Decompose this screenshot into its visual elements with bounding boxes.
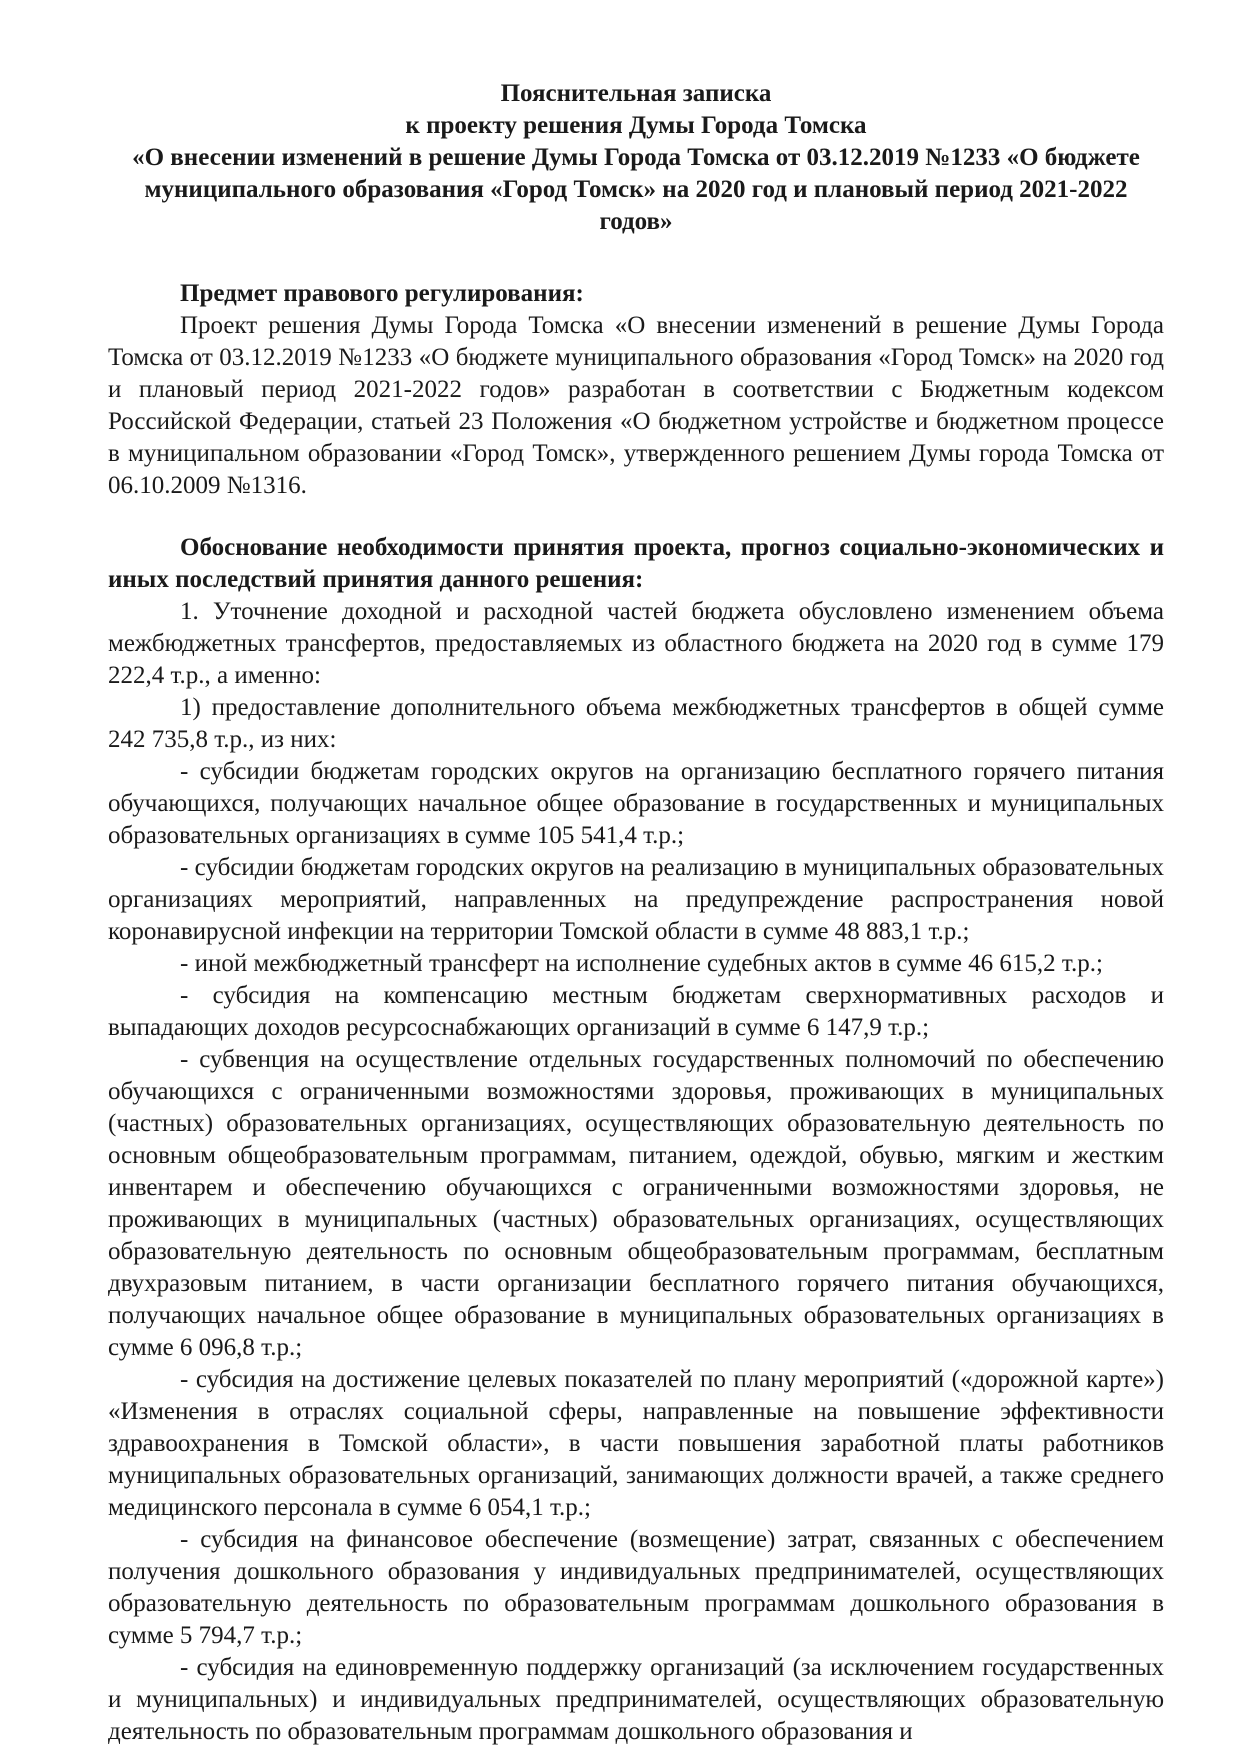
list-item-subsidy-preschool-entrepreneurs: - субсидия на финансовое обеспечение (возмещение) затрат, связанных с обеспечением получения дошкольного образования у индивидуальных предпринимателей, осуществляющих образовательную деятельность по образовательным программам дошкольного образования в сумме 5 794,7 т.р.;: [108, 1526, 1164, 1649]
paragraph-1: 1. Уточнение доходной и расходной частей бюджета обусловлено изменением объема межбюджетных трансфертов, предоставляемых из областного бюджета на 2020 год в сумме 179 222,4 т.р., а именно:: [108, 598, 1164, 689]
section-heading-justification: Обоснование необходимости принятия проекта, прогноз социально-экономических и иных последствий принятия данного решения:: [108, 534, 1164, 593]
list-item-subsidy-coronavirus: - субсидии бюджетам городских округов на реализацию в муниципальных образовательных организациях мероприятий, направленных на предупреждение распространения новой коронавирусной инфекции на территории Томской области в сумме 48 883,1 т.р.;: [108, 854, 1164, 945]
document-title: [108, 78, 1164, 238]
list-item-subsidy-one-time-support: - субсидия на единовременную поддержку организаций (за исключением государственных и муниципальных) и индивидуальных предпринимателей, осуществляющих образовательную деятельность по образовательным программам дошкольного образования и: [108, 1654, 1164, 1745]
title-line-3: «О внесении изменений в решение Думы Города Томска от 03.12.2019 №1233 «О бюджете муниципального образования «Город Томск» на 2020 год и плановый период 2021-2022 годов»: [132, 144, 1140, 235]
section-heading-subject: Предмет правового регулирования:: [180, 280, 584, 307]
title-line-1: Пояснительная записка: [500, 80, 772, 107]
list-item-subvention-disabilities: - субвенция на осуществление отдельных государственных полномочий по обеспечению обучающихся с ограниченными возможностями здоровья, проживающих в муниципальных (частных) образовательных организациях, осуществляющих образовательную деятельность по основным общеобразовательным программам, питанием, одеждой, обувью, мягким и жестким инвентарем и обеспечению обучающихся с ограниченными возможностями здоровья, не проживающих в муниципальных (частных) образовательных организациях, осуществляющих образовательную деятельность по основным общеобразовательным программам, бесплатным двухразовым питанием, в части организации бесплатного горячего питания обучающихся, получающих начальное общее образование в муниципальных образовательных организациях в сумме 6 096,8 т.р.;: [108, 1046, 1164, 1361]
document-page: [108, 78, 1164, 1748]
paragraph-2: 1) предоставление дополнительного объема межбюджетных трансфертов в общей сумме 242 735,8 т.р., из них:: [108, 694, 1164, 753]
section-gap: [108, 502, 1164, 532]
list-item-subsidy-hot-meals: - субсидии бюджетам городских округов на организацию бесплатного горячего питания обучающихся, получающих начальное общее образование в государственных и муниципальных образовательных организациях в сумме 105 541,4 т.р.;: [108, 758, 1164, 849]
list-item-transfer-court-acts: - иной межбюджетный трансферт на исполнение судебных актов в сумме 46 615,2 т.р.;: [180, 950, 1103, 977]
title-line-2: к проекту решения Думы Города Томска: [405, 112, 867, 139]
subject-paragraph: Проект решения Думы Города Томска «О внесении изменений в решение Думы Города Томска от 03.12.2019 №1233 «О бюджете муниципального образования «Город Томск» на 2020 год и плановый период 2021-2022 годов» разработан в соответствии с Бюджетным кодексом Российской Федерации, статьей 23 Положения «О бюджетном устройстве и бюджетном процессе в муниципальном образовании «Город Томск», утвержденного решением Думы города Томска от 06.10.2009 №1316.: [108, 312, 1164, 499]
list-item-subsidy-healthcare-salaries: - субсидия на достижение целевых показателей по плану мероприятий («дорожной карте») «Изменения в отраслях социальной сферы, направленные на повышение эффективности здравоохранения в Томской области», в части повышения заработной платы работников муниципальных образовательных организаций, занимающих должности врачей, а также среднего медицинского персонала в сумме 6 054,1 т.р.;: [108, 1366, 1164, 1521]
list-item-subsidy-resource-supply: - субсидия на компенсацию местным бюджетам сверхнормативных расходов и выпадающих доходов ресурсоснабжающих организаций в сумме 6 147,9 т.р.;: [108, 982, 1164, 1041]
